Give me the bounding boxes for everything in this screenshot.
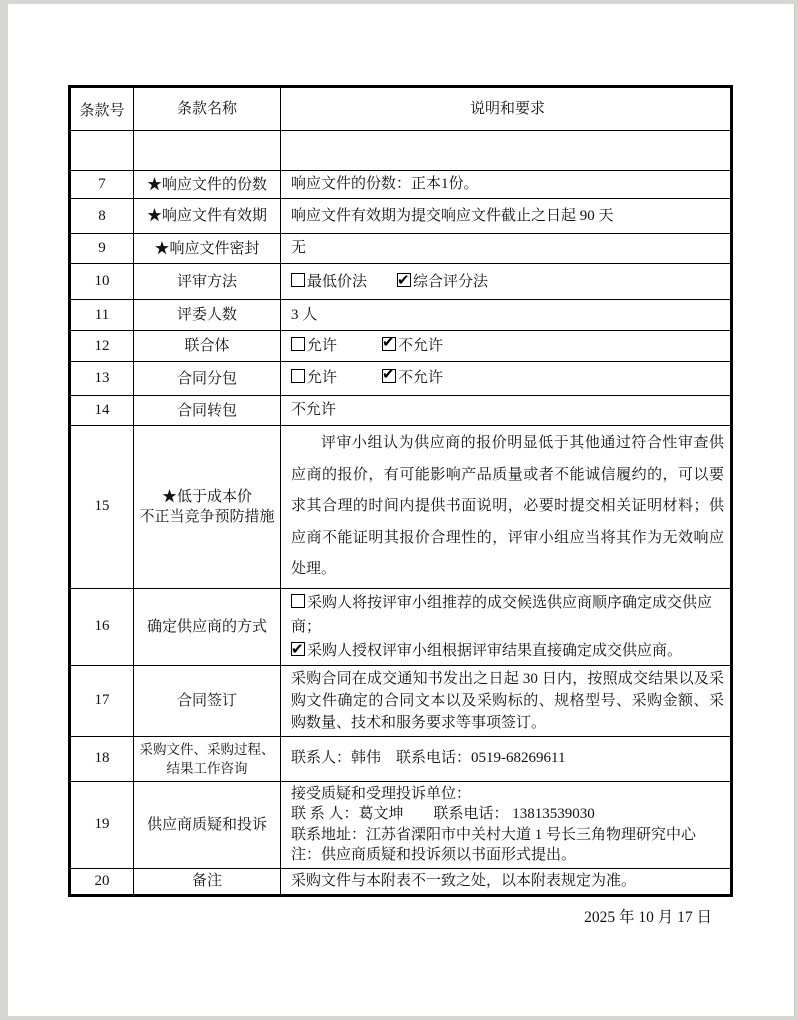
clause-description-cell	[281, 362, 732, 396]
table-row	[70, 426, 732, 589]
text-segment: 允许	[307, 370, 383, 386]
checkbox-checked-icon	[382, 369, 396, 383]
header-clause-name: 条款名称	[134, 87, 281, 131]
header-clause-desc: 说明和要求	[281, 87, 732, 131]
clause-description-cell	[281, 264, 732, 300]
clause-description-cell	[281, 131, 732, 171]
table-row	[70, 781, 732, 868]
table-row	[70, 362, 732, 396]
text-segment: 3 人	[291, 306, 318, 323]
checkbox-empty-icon	[291, 337, 305, 351]
clause-description-line	[291, 871, 724, 892]
clause-name-line: 确定供应商的方式	[146, 618, 267, 635]
clause-number-cell: 13	[70, 362, 134, 396]
document-date: 2025 年 10 月 17 日	[584, 909, 712, 926]
text-segment: 采购合同在成交通知书发出之日起 30 日内，按照成交结果以及采购文件确定的合同文本以及采购标的、规格型号、采购金额、采购数量、技术和服务要求等事项签订。	[291, 670, 724, 731]
text-segment: 采购人授权评审小组根据评审结果直接确定成交供应商。	[307, 642, 683, 659]
clause-description-cell	[281, 665, 732, 736]
clause-description-line	[291, 428, 724, 586]
clause-number-cell: 16	[70, 588, 134, 665]
clause-name-line: ★响应文件密封	[154, 240, 260, 257]
clause-number-cell: 19	[70, 781, 134, 868]
clause-name-cell	[134, 300, 281, 331]
text-segment: 联系地址：江苏省溧阳市中关村大道 1 号长三角物理研究中心	[291, 826, 697, 843]
table-row	[70, 264, 732, 300]
text-segment: 最低价法	[307, 273, 398, 290]
clause-name-line: 联合体	[184, 338, 230, 354]
text-segment: 不允许	[291, 402, 337, 418]
clause-number-cell: 18	[70, 736, 134, 781]
clause-name-cell	[134, 665, 281, 736]
text-segment: 不允许	[398, 337, 444, 354]
clause-name-line: 结果工作咨询	[166, 760, 248, 776]
clause-description-cell	[281, 781, 732, 868]
clause-name-cell	[134, 234, 281, 264]
clause-name-cell	[134, 199, 281, 234]
clause-description-line	[291, 174, 724, 195]
clause-name-cell	[134, 736, 281, 781]
table-row	[70, 736, 732, 781]
text-segment: 不允许	[398, 370, 444, 386]
checkbox-empty-icon	[291, 594, 305, 608]
clause-description-cell	[281, 588, 732, 665]
clause-table	[68, 85, 733, 897]
clause-description-line	[291, 270, 724, 294]
clause-name-cell	[134, 171, 281, 199]
clause-description-line	[291, 238, 724, 259]
text-segment: 联系人：韩伟 联系电话：0519-68269611	[291, 750, 566, 766]
clause-name-line: ★响应文件的份数	[146, 176, 267, 193]
clause-name-cell	[134, 588, 281, 665]
clause-name-cell	[134, 331, 281, 362]
checkbox-checked-icon	[291, 642, 305, 656]
clause-number-cell: 15	[70, 426, 134, 589]
checkbox-checked-icon	[382, 337, 396, 351]
clause-description-cell	[281, 426, 732, 589]
table-row	[70, 588, 732, 665]
table-row	[70, 234, 732, 264]
checkbox-empty-icon	[291, 369, 305, 383]
clause-name-line: ★响应文件有效期	[146, 208, 267, 224]
text-segment: 接受质疑和受理投诉单位：	[291, 785, 472, 802]
clause-description-line	[291, 305, 724, 326]
clause-description-line	[291, 400, 724, 421]
clause-name-cell	[134, 131, 281, 171]
clause-name-line: 合同分包	[176, 370, 237, 387]
clause-description-cell	[281, 396, 732, 426]
clause-name-cell	[134, 264, 281, 300]
clause-description-line	[291, 591, 724, 639]
clause-number-cell: 8	[70, 199, 134, 234]
clause-number-cell	[70, 131, 134, 171]
text-segment: 无	[291, 240, 307, 256]
document-page	[8, 4, 795, 1016]
table-row	[70, 199, 732, 234]
clause-name-line: 供应商质疑和投诉	[146, 816, 267, 833]
clause-name-cell	[134, 868, 281, 895]
clause-name-cell	[134, 362, 281, 396]
checkbox-empty-icon	[291, 273, 305, 287]
clause-name-line: 不正当竞争预防措施	[139, 508, 275, 525]
clause-description-cell	[281, 300, 732, 331]
table-row	[70, 300, 732, 331]
text-segment: 响应文件有效期为提交响应文件截止之日起 90 天	[291, 207, 614, 224]
text-segment: 注：供应商质疑和投诉须以书面形式提出。	[291, 847, 577, 863]
text-segment: 采购文件与本附表不一致之处，以本附表规定为准。	[291, 872, 637, 889]
clause-name-cell	[134, 781, 281, 868]
clause-description-line	[291, 825, 724, 846]
clause-description-line	[291, 804, 724, 825]
clause-number-cell: 11	[70, 300, 134, 331]
clause-number-cell: 9	[70, 234, 134, 264]
clause-description-cell	[281, 199, 732, 234]
clause-number-cell: 7	[70, 171, 134, 199]
clause-description-cell	[281, 234, 732, 264]
clause-description-line	[291, 668, 724, 734]
checkbox-checked-icon	[397, 273, 411, 287]
clause-description-line	[291, 368, 724, 389]
clause-name-line: 合同转包	[176, 402, 237, 419]
clause-description-line	[291, 206, 724, 227]
clause-number-cell: 20	[70, 868, 134, 895]
header-clause-no: 条款号	[70, 87, 134, 131]
clause-number-cell: 12	[70, 331, 134, 362]
clause-name-line: ★低于成本价	[161, 488, 252, 505]
table-row	[70, 131, 732, 171]
clause-number-cell: 17	[70, 665, 134, 736]
table-header-row	[70, 87, 732, 131]
clause-description-cell	[281, 331, 732, 362]
clause-description-line	[291, 748, 724, 769]
table-row	[70, 868, 732, 895]
clause-name-cell	[134, 426, 281, 589]
clause-description-cell	[281, 171, 732, 199]
text-segment: 采购人将按评审小组推荐的成交候选供应商顺序确定成交供应商；	[291, 594, 713, 635]
clause-description-line	[291, 639, 724, 663]
table-row	[70, 331, 732, 362]
clause-name-line: 合同签订	[176, 692, 237, 709]
table-row	[70, 665, 732, 736]
text-segment: 响应文件的份数：正本1份。	[291, 176, 479, 192]
clause-description-cell	[281, 736, 732, 781]
clause-name-line: 采购文件、采购过程、	[139, 741, 275, 757]
table-row	[70, 396, 732, 426]
clause-description-cell	[281, 868, 732, 895]
clause-description-line	[291, 784, 724, 805]
text-segment: 评审小组认为供应商的报价明显低于其他通过符合性审查供应商的报价，有可能影响产品质量或者不能诚信履约的，可以要求其合理的时间内提供书面说明，必要时提交相关证明材料；供应商不能证明其报价合理性的，评审小组应当将其作为无效响应处理。	[291, 435, 724, 577]
clause-description-line	[291, 845, 724, 866]
table-row	[70, 171, 732, 199]
clause-name-cell	[134, 396, 281, 426]
clause-number-cell: 10	[70, 264, 134, 300]
clause-name-line: 评委人数	[176, 307, 237, 323]
clause-name-line: 备注	[191, 873, 222, 889]
clause-number-cell: 14	[70, 396, 134, 426]
text-segment: 允许	[307, 337, 383, 354]
text-segment: 综合评分法	[413, 273, 489, 290]
clause-name-line: 评审方法	[176, 273, 237, 290]
clause-description-line	[291, 336, 724, 357]
text-segment: 联 系 人：葛文坤 联系电话： 13813539030	[291, 806, 595, 822]
